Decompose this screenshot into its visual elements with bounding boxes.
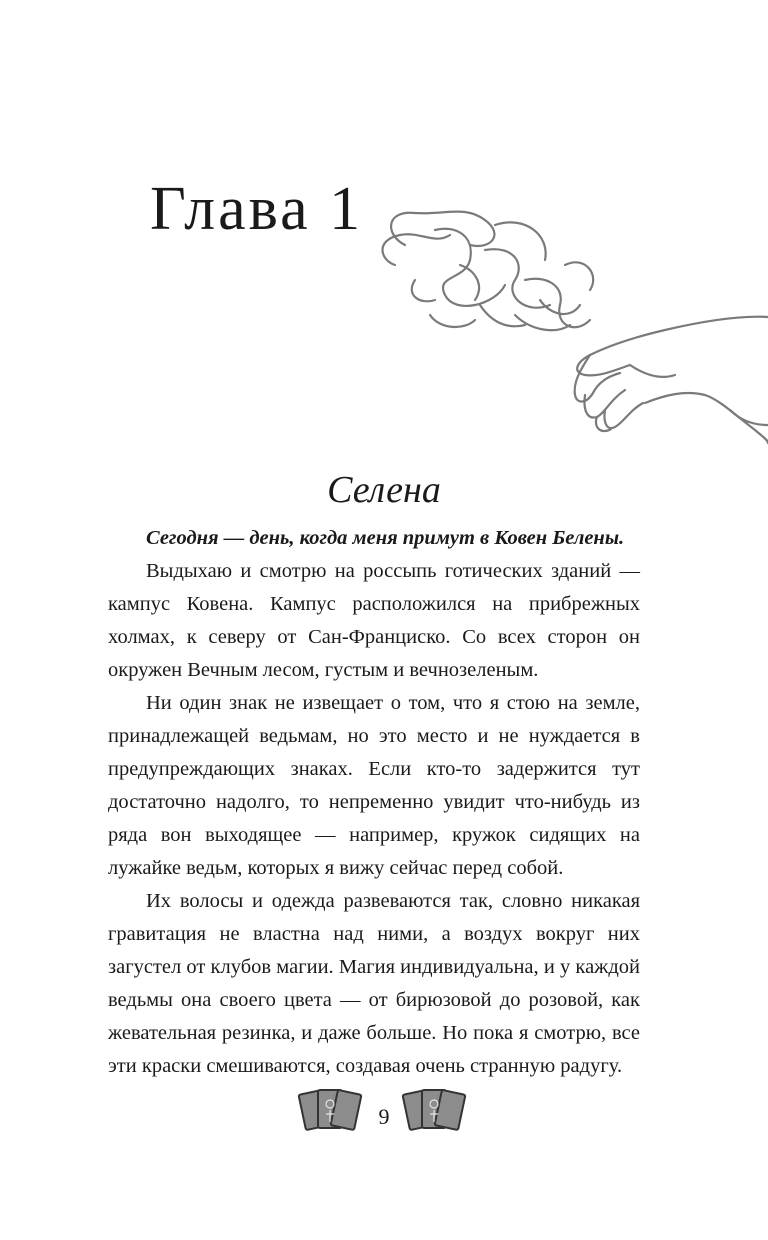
paragraph-1: Выдыхаю и смотрю на россыпь готических зданий — кампус Ковена. Кампус расположился на прибрежных холмах, к северу от Сан-Франциско. Со всех сторон он окружен Вечным лесом, густым и вечнозеленым. [108,560,640,681]
page-footer [0,1082,768,1154]
hand-with-smoke-icon [375,205,768,485]
paragraph-2: Ни один знак не извещает о том, что я стою на земле, принадлежащей ведьмам, но это место и не нуждается в предупреждающих знаках. Если кто-то задержится тут достаточно надолго, то непременно увидит что-нибудь из ряда вон выходящее — например, кружок сидящих на лужайке ведьм, которых я вижу сейчас перед собой. [108,692,640,879]
paragraph-3: Их волосы и одежда развеваются так, словно никакая гравитация не властна над ними, а воздух вокруг них загустел от клубов магии. Магия индивидуальна, и у каждой ведьмы она своего цвета — от бирюзовой до розовой, как жевательная резинка, и даже больше. Но пока я смотрю, все эти краски смешиваются, создавая очень странную радугу. [108,890,640,1077]
lead-paragraph: Сегодня — день, когда меня примут в Ковен Белены. [146,527,625,549]
page-number: 9 [378,1104,390,1129]
pov-character-name: Селена [327,469,441,511]
chapter-text [108,522,640,1083]
tarot-cards-icon [400,1082,470,1154]
chapter-title: Глава 1 [150,175,364,243]
